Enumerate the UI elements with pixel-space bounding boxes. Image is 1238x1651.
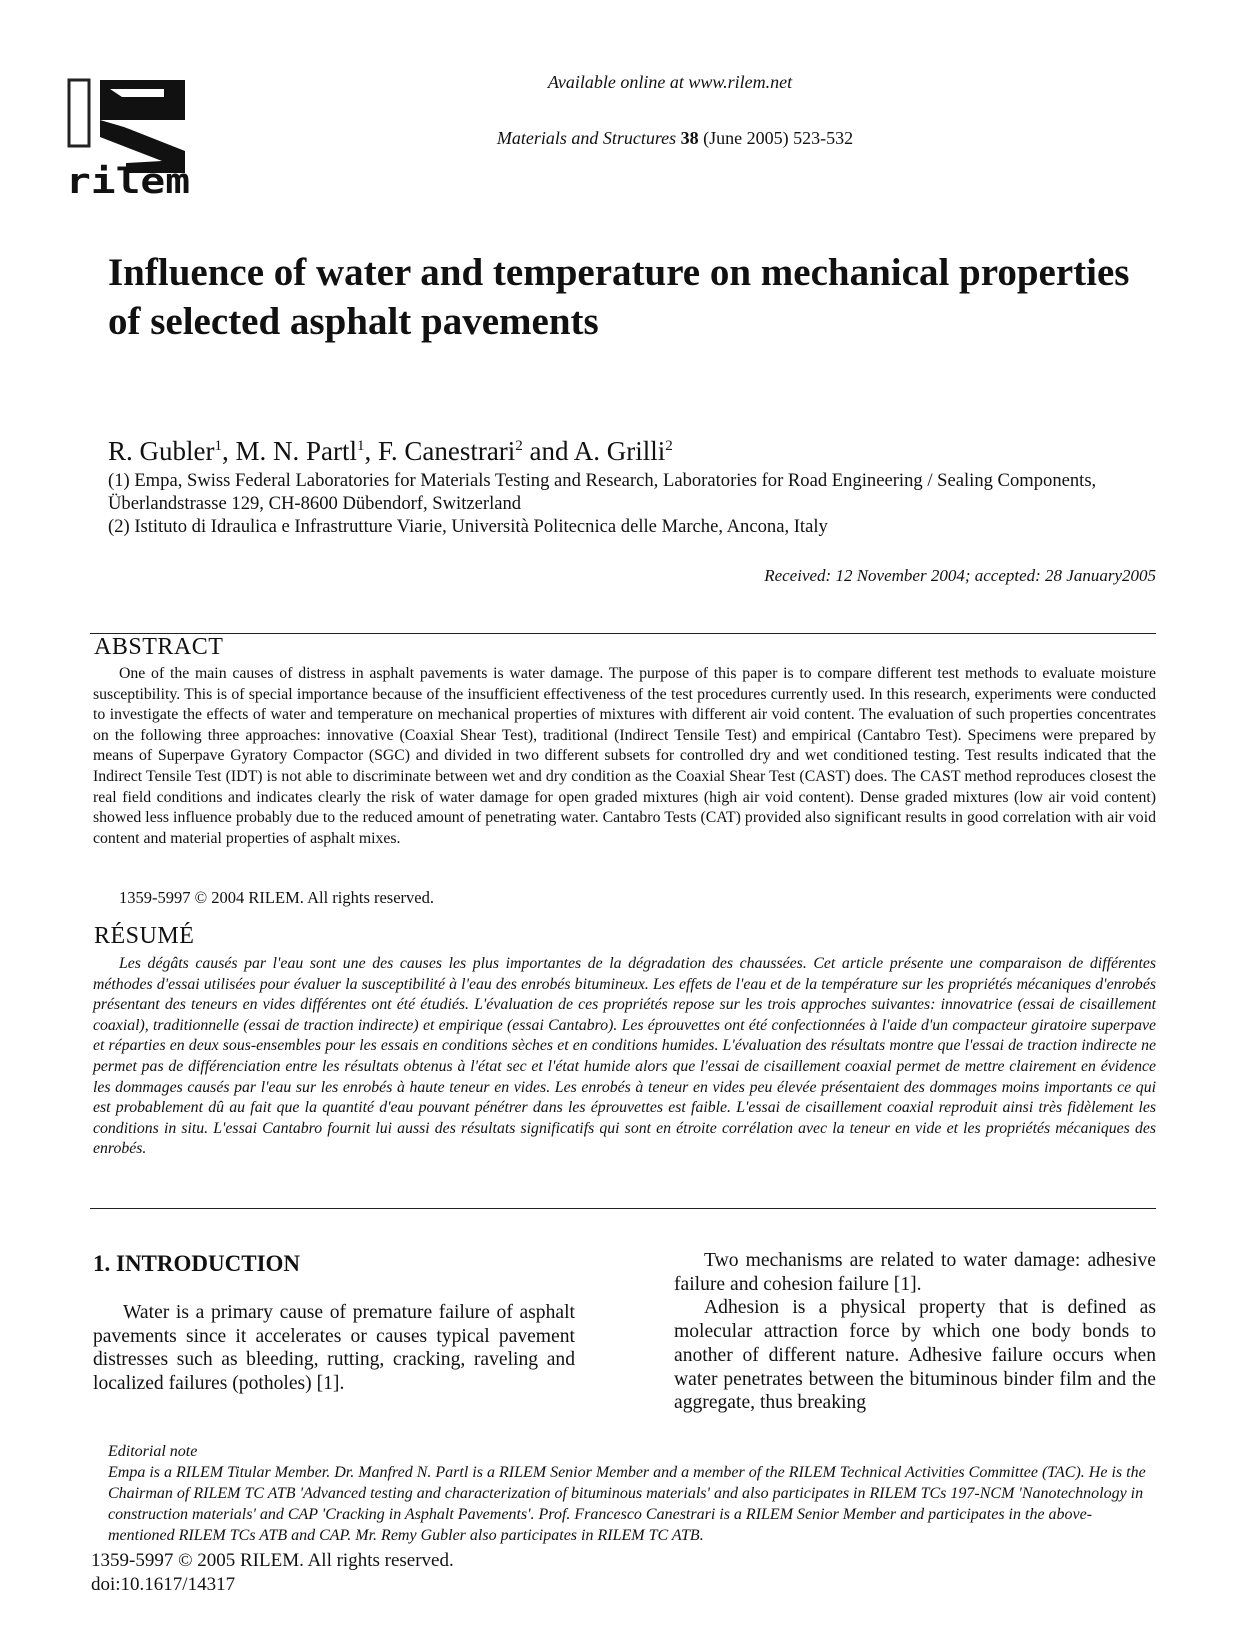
footer	[91, 1549, 454, 1597]
journal-issue-pages: (June 2005) 523-532	[703, 128, 854, 148]
intro-left-column	[93, 1301, 575, 1396]
received-dates: Received: 12 November 2004; accepted: 28 January2005	[764, 566, 1156, 585]
affiliation-1: (1) Empa, Swiss Federal Laboratories for Materials Testing and Research, Laboratories for Road Engineering / Sealing Components, Überlandstrasse 129, CH-8600 Dübendorf, Switzerland	[108, 470, 1097, 514]
author: F. Canestrari$^2$ and	[377, 436, 574, 466]
footer-copyright: 1359-5997 © 2005 RILEM. All rights reserved.	[91, 1550, 454, 1571]
intro-paragraph: Two mechanisms are related to water damage: adhesive failure and cohesion failure [1].	[674, 1250, 1156, 1295]
resume-heading: RÉSUMÉ	[94, 923, 195, 949]
abstract-text: One of the main causes of distress in asphalt pavements is water damage. The purpose of this paper is to compare different test methods to evaluate moisture susceptibility. This is of special importance because of the insufficient effectiveness of the test procedures currently used. In this research, experiments were conducted to investigate the effects of water and temperature on mechanical properties of mixtures with different air void content. The evaluation of such properties concentrates on the following three approaches: innovative (Coaxial Shear Test), traditional (Indirect Tensile Test) and empirical (Cantabro Test). Specimens were prepared by means of Superpave Gyratory Compactor (SGC) and divided in two different subsets for controlled dry and wet conditioned testing. Test results indicated that the Indirect Tensile Test (IDT) is not able to discriminate between wet and dry condition as the Coaxial Shear Test (CAST) does. The CAST method reproduces closest the real field conditions and indicates clearly the risk of water damage for open graded mixtures (high air void content). Dense graded mixtures (low air void content) showed less influence probably due to the reduced amount of penetrating water. Cantabro Tests (CAT) provided also significant results in good correlation with air void content and material properties of asphalt mixes.	[93, 665, 1156, 847]
introduction-heading: 1. INTRODUCTION	[93, 1251, 301, 1276]
author: A. Grilli$^2$	[573, 436, 673, 466]
author: R. Gubler$^1$,	[108, 436, 236, 466]
footer-doi: doi:10.1617/14317	[91, 1574, 236, 1595]
abstract-copyright: 1359-5997 © 2004 RILEM. All rights reserved.	[119, 888, 434, 907]
intro-right-column	[674, 1249, 1156, 1415]
editorial-note-text: Empa is a RILEM Titular Member. Dr. Manfred N. Partl is a RILEM Senior Member and a member of the RILEM Technical Activities Committee (TAC). He is the Chairman of RILEM TC ATB 'Advanced testing and characterization of bituminous materials' and also participates in RILEM TCs 197-NCM 'Nanotechnology in construction materials' and CAP 'Cracking in Asphalt Pavements'. Prof. Francesco Canestrari is a RILEM Senior Member and participates in the above-mentioned RILEM TCs ATB and CAP. Mr. Remy Gubler also participates in RILEM TC ATB.	[108, 1464, 1146, 1544]
divider-top	[90, 633, 1156, 634]
divider-bottom	[90, 1208, 1156, 1209]
abstract-body	[93, 664, 1156, 849]
editorial-note	[108, 1441, 1148, 1546]
resume-body	[93, 954, 1156, 1160]
rilem-logo-text: rilem	[66, 162, 190, 195]
author-list	[108, 436, 673, 467]
resume-text: Les dégâts causés par l'eau sont une des causes les plus importantes de la dégradation des chaussées. Cet article présente une comparaison de différentes méthodes d'essai utilisées pour évaluer la susceptibilité à l'eau des enrobés bitumineux. Les effets de l'eau et de la température sur les propriétés mécaniques d'enrobés présentant des teneurs en vides différentes ont été étudiés. L'évaluation de ces propriétés repose sur les trois approches suivantes: innovatrice (essai de cisaillement coaxial), traditionnelle (essai de traction indirecte) et empirique (essai Cantabro). Les éprouvettes ont été confectionnées à l'aide d'un compacteur giratoire superpave et réparties en deux sous-ensembles pour les essais en conditions sèches et en conditions humides. L'évaluation des résultats montre que l'essai de traction indirecte ne permet pas de différenciation entre les résultats obtenus à l'état sec et l'état humide alors que l'essai de cisaillement coaxial permet de mettre clairement en évidence les dommages causés par l'eau sur les enrobés à haute teneur en vides. Les enrobés à teneur en vides peu élevée présentaient des dommages moins importants ce qui est probablement dû au fait que la quantité d'eau pouvant pénétrer dans les éprouvettes est faible. L'essai de cisaillement coaxial reproduit ainsi très fidèlement les conditions in situ. L'essai Cantabro fournit lui aussi des résultats significatifs qui sont en étroite corrélation avec la teneur en vide et les propriétés mécaniques des enrobés.	[93, 955, 1156, 1158]
paper-title: Influence of water and temperature on mechanical properties of selected asphalt pavements	[108, 251, 1130, 343]
journal-name: Materials and Structures	[496, 128, 677, 148]
intro-paragraph: Water is a primary cause of premature failure of asphalt pavements since it accelerates or causes typical pavement distresses such as bleeding, rutting, cracking, raveling and localized failures (potholes) [1].	[93, 1302, 575, 1395]
affiliation-2: (2) Istituto di Idraulica e Infrastrutture Viarie, Università Politecnica delle Marche, Ancona, Italy	[108, 516, 828, 537]
abstract-heading: ABSTRACT	[94, 634, 224, 660]
intro-paragraph: Adhesion is a physical property that is defined as molecular attraction force by which one body bonds to another of different nature. Adhesive failure occurs when water penetrates between the bituminous binder film and the aggregate, thus breaking	[674, 1297, 1156, 1414]
available-online: Available online at www.rilem.net	[547, 72, 793, 92]
journal-volume: 38	[680, 128, 699, 148]
affiliations	[108, 469, 1168, 538]
editorial-note-label: Editorial note	[108, 1443, 198, 1460]
journal-citation	[380, 128, 970, 149]
rilem-logo	[66, 77, 192, 195]
author: M. N. Partl$^1$,	[235, 436, 378, 466]
